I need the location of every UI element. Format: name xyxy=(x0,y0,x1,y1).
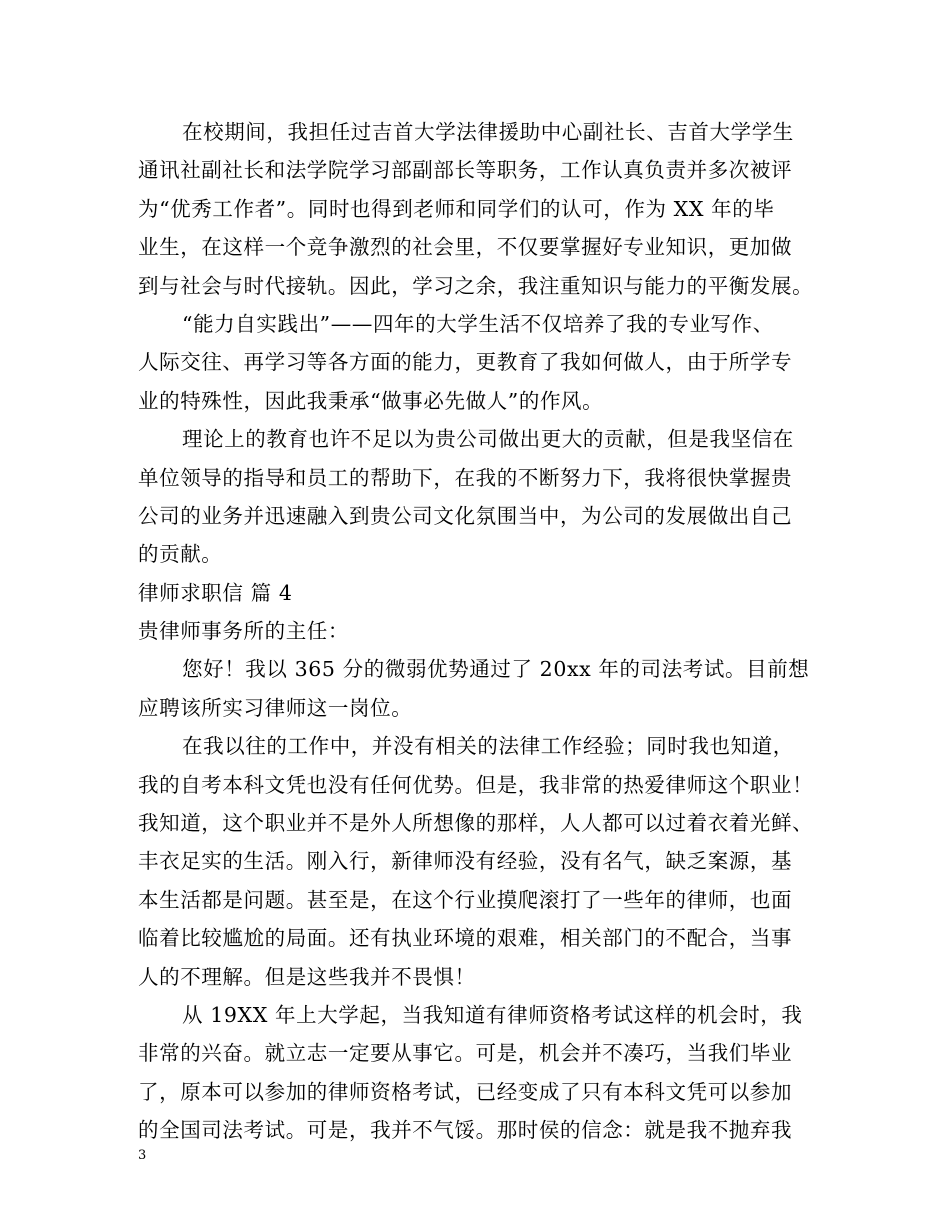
text-line: 我的自考本科文凭也没有任何优势。但是，我非常的热爱律师这个职业！ xyxy=(138,772,814,797)
text-line: 律师求职信 篇 4 xyxy=(138,580,293,605)
text-line: 单位领导的指导和员工的帮助下，在我的不断努力下，我将很快掌握贵 xyxy=(138,465,793,490)
document-body xyxy=(138,113,818,1150)
text-line: 从 19XX 年上大学起，当我知道有律师资格考试这样的机会时，我 xyxy=(182,1002,803,1027)
text-line: 您好！我以 365 分的微弱优势通过了 20xx 年的司法考试。目前想 xyxy=(182,657,810,682)
text-line: 了，原本可以参加的律师资格考试，已经变成了只有本科文凭可以参加 xyxy=(138,1079,793,1104)
text-line: 本生活都是问题。甚至是，在这个行业摸爬滚打了一些年的律师，也面 xyxy=(138,887,793,912)
text-line: 公司的业务并迅速融入到贵公司文化氛围当中，为公司的发展做出自己 xyxy=(138,503,793,528)
text-line: 的贡献。 xyxy=(138,542,223,567)
text-line: 到与社会与时代接轨。因此，学习之余，我注重知识与能力的平衡发展。 xyxy=(138,273,814,298)
text-line: 业的特殊性，因此我秉承“做事必先做人”的作风。 xyxy=(138,388,604,413)
text-line: 我知道，这个职业并不是外人所想像的那样，人人都可以过着衣着光鲜、 xyxy=(138,811,814,836)
text-line: 在校期间，我担任过吉首大学法律援助中心副社长、吉首大学学生 xyxy=(182,120,794,144)
text-line: 通讯社副社长和法学院学习部副部长等职务，工作认真负责并多次被评 xyxy=(138,158,793,183)
text-line: 的全国司法考试。可是，我并不气馁。那时侯的信念：就是我不抛弃我 xyxy=(138,1118,793,1143)
page-number: 3 xyxy=(138,1148,147,1163)
text-line: 临着比较尴尬的局面。还有执业环境的艰难，相关部门的不配合，当事 xyxy=(138,926,793,951)
paragraph xyxy=(138,420,818,574)
text-line: 丰衣足实的生活。刚入行，新律师没有经验，没有名气，缺乏案源，基 xyxy=(138,849,793,874)
text-line: 理论上的教育也许不足以为贵公司做出更大的贡献，但是我坚信在 xyxy=(182,427,794,452)
text-line: “能力自实践出”——四年的大学生活不仅培养了我的专业写作、 xyxy=(182,311,774,336)
text-line: 在我以往的工作中，并没有相关的法律工作经验；同时我也知道， xyxy=(182,734,794,759)
text-line: 为“优秀工作者”。同时也得到老师和同学们的认可，作为 XX 年的毕 xyxy=(138,196,775,221)
paragraph xyxy=(138,113,818,305)
text-line: 业生，在这样一个竞争激烈的社会里，不仅要掌握好专业知识，更加做 xyxy=(138,235,793,260)
salutation xyxy=(138,612,818,650)
text-line: 非常的兴奋。就立志一定要从事它。可是，机会并不凑巧，当我们毕业 xyxy=(138,1041,793,1066)
text-line: 贵律师事务所的主任： xyxy=(138,619,349,644)
paragraph xyxy=(138,305,818,420)
paragraph xyxy=(138,996,818,1150)
text-line: 应聘该所实习律师这一岗位。 xyxy=(138,695,413,720)
section-heading xyxy=(138,574,818,612)
text-line: 人际交往、再学习等各方面的能力，更教育了我如何做人，由于所学专 xyxy=(138,350,793,375)
paragraph xyxy=(138,650,818,727)
text-line: 人的不理解。但是这些我并不畏惧！ xyxy=(138,964,476,989)
paragraph xyxy=(138,727,818,996)
